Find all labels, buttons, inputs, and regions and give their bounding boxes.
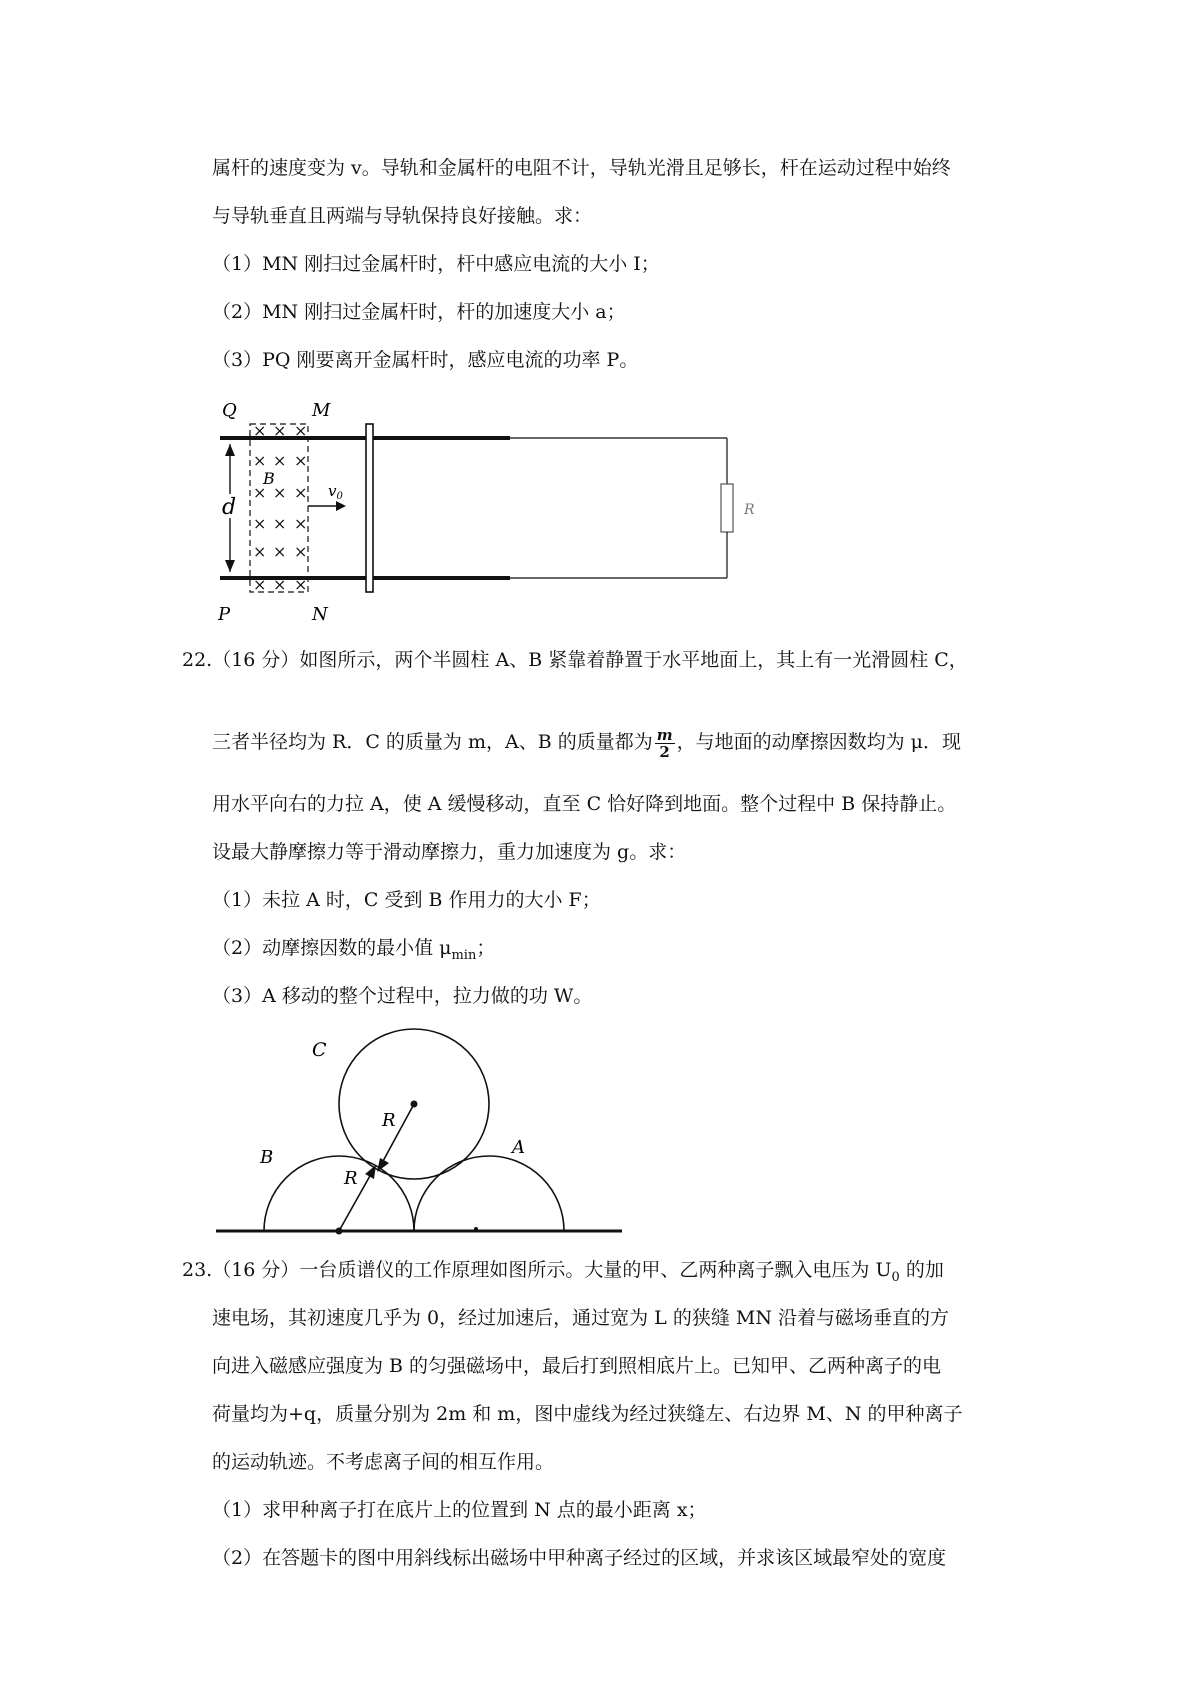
resistor-label: R: [744, 502, 755, 518]
q21-text-line-1: 属杆的速度变为 v。导轨和金属杆的电阻不计，导轨光滑且足够长，杆在运动过程中始终: [212, 157, 951, 179]
label-C: C: [312, 1039, 327, 1061]
svg-text:×: ×: [273, 514, 287, 533]
svg-text:×: ×: [253, 421, 267, 440]
label-R-bottom: R: [344, 1168, 358, 1189]
q22-text-line-2: 三者半径均为 R．C 的质量为 m，A、B 的质量都为 $\frac{m}{2}$ ，与地面的动摩擦因数均为 μ．现: [212, 725, 961, 761]
q23-text-line-4: 荷量均为+q，质量分别为 2m 和 m，图中虚线为经过狭缝左、右边界 M、N 的甲种离子: [212, 1403, 963, 1425]
q21-rails-figure: [200, 394, 760, 634]
svg-text:×: ×: [294, 421, 308, 440]
svg-text:×: ×: [253, 451, 267, 470]
q21-text-line-2: 与导轨垂直且两端与导轨保持良好接触。求：: [212, 205, 593, 227]
label-P: P: [218, 604, 231, 625]
svg-text:×: ×: [273, 421, 287, 440]
field-region: [250, 424, 308, 592]
field-crosses: [253, 421, 307, 594]
mass-fraction: $\frac{m}{2}$: [656, 725, 673, 761]
q22-cylinders-figure: [210, 1028, 630, 1248]
q23-item-1: （1）求甲种离子打在底片上的位置到 N 点的最小距离 x；: [212, 1499, 707, 1521]
q23-item-2: （2）在答题卡的图中用斜线标出磁场中甲种离子经过的区域，并求该区域最窄处的宽度: [212, 1547, 947, 1569]
svg-text:×: ×: [253, 483, 267, 502]
svg-text:×: ×: [253, 575, 267, 594]
svg-text:×: ×: [273, 483, 287, 502]
svg-text:×: ×: [253, 542, 267, 561]
q22-item-1: （1）未拉 A 时，C 受到 B 作用力的大小 F；: [212, 889, 601, 911]
svg-text:×: ×: [294, 483, 308, 502]
svg-text:×: ×: [253, 514, 267, 533]
q22-text-line-4: 设最大静摩擦力等于滑动摩擦力，重力加速度为 g。求：: [212, 841, 687, 863]
label-B: B: [263, 469, 275, 488]
resistor: [721, 484, 733, 532]
svg-text:×: ×: [294, 514, 308, 533]
half-cylinder-A: [414, 1156, 564, 1231]
q21-item-2: （2）MN 刚扫过金属杆时，杆的加速度大小 a；: [212, 301, 626, 323]
half-cylinder-B: [264, 1156, 414, 1231]
q23-text-line-1: 23.（16 分）一台质谱仪的工作原理如图所示。大量的甲、乙两种离子飘入电压为 $U_0$ 的加: [182, 1259, 944, 1285]
q22-text-line-1: 22.（16 分）如图所示，两个半圆柱 A、B 紧靠着静置于水平地面上，其上有一光滑圆柱 C，: [182, 649, 968, 671]
metal-rod: [366, 424, 373, 592]
q21-item-1: （1）MN 刚扫过金属杆时，杆中感应电流的大小 I；: [212, 253, 660, 275]
label-A: A: [512, 1137, 525, 1158]
svg-text:×: ×: [273, 451, 287, 470]
q23-text-line-3: 向进入磁感应强度为 B 的匀强磁场中，最后打到照相底片上。已知甲、乙两种离子的电: [212, 1355, 942, 1377]
svg-text:×: ×: [273, 575, 287, 594]
q22-item-2: （2）动摩擦因数的最小值 $\mu_{min}$；: [212, 937, 496, 963]
label-M: M: [312, 400, 331, 421]
label-v0: $v_0$: [328, 482, 343, 502]
label-N: N: [312, 604, 328, 625]
svg-text:×: ×: [294, 575, 308, 594]
svg-text:×: ×: [273, 542, 287, 561]
q22-item-3: （3）A 移动的整个过程中，拉力做的功 W。: [212, 985, 593, 1007]
q23-text-line-2: 速电场，其初速度几乎为 0，经过加速后，通过宽为 L 的狭缝 MN 沿着与磁场垂直的方: [212, 1307, 949, 1329]
q21-item-3: （3）PQ 刚要离开金属杆时，感应电流的功率 P。: [212, 349, 639, 371]
svg-text:×: ×: [294, 451, 308, 470]
label-d: d: [222, 495, 237, 520]
svg-text:×: ×: [294, 542, 308, 561]
label-Q: Q: [222, 400, 237, 421]
q23-text-line-5: 的运动轨迹。不考虑离子间的相互作用。: [212, 1451, 555, 1473]
q22-text-line-3: 用水平向右的力拉 A，使 A 缓慢移动，直至 C 恰好降到地面。整个过程中 B 保持静止。: [212, 793, 957, 815]
label-B2: B: [260, 1147, 274, 1168]
label-R-top: R: [382, 1110, 396, 1131]
